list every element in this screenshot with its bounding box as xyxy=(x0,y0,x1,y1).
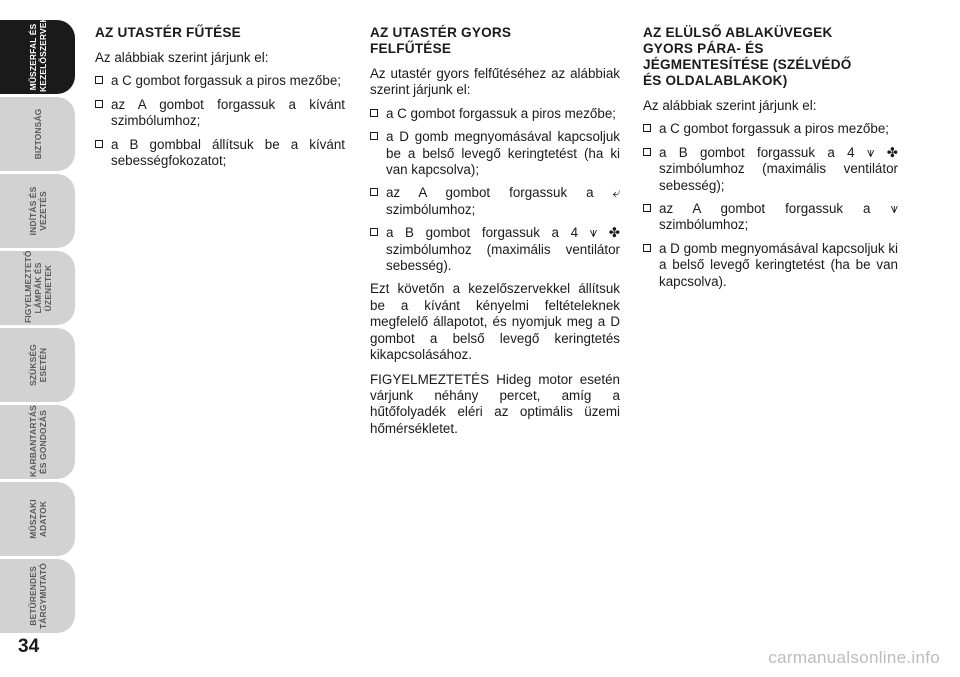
tab-label: SZÜKSÉG ESETÉN xyxy=(27,344,48,386)
tab-biztonsag[interactable] xyxy=(0,97,75,171)
tab-label: MŰSZAKI ADATOK xyxy=(27,499,48,539)
list-item: az A gombot forgassuk a ⩛ szimbólumhoz; xyxy=(643,201,898,234)
page-number: 34 xyxy=(18,636,40,657)
body-paragraph: Ezt követőn a kezelőszervekkel állítsuk be a kívánt kényelmi feltételeknek megfelelő állapotot, és nyomjuk meg a D gombot a belső levegő keringtetés kikapcsolásához. xyxy=(370,281,620,363)
list-item: a D gomb megnyomásával kapcsoljuk ki a belső levegő keringtetést (ha be van kapcsolva). xyxy=(643,241,898,290)
intro-text: Az utastér gyors felfűtéséhez az alábbiak szerint járjunk el: xyxy=(370,66,620,98)
list-item: a B gombot forgassuk a 4 ⩛ ✤ szimbólumhoz (maximális ventilátor sebesség). xyxy=(370,225,620,274)
tab-inditas[interactable] xyxy=(0,174,75,248)
tab-betrendes[interactable] xyxy=(0,559,75,633)
watermark-text: carmanualsonline.info xyxy=(768,648,940,667)
list-item: a C gombot forgassuk a piros mezőbe; xyxy=(370,106,620,122)
list-item: a C gombot forgassuk a piros mezőbe; xyxy=(643,121,898,137)
tab-muszaki[interactable] xyxy=(0,482,75,556)
section-title: AZ UTASTÉR GYORS FELFŰTÉSE xyxy=(370,25,512,56)
chapter-tabs xyxy=(0,16,75,636)
column-defrost xyxy=(643,25,898,297)
list-item: az A gombot forgassuk a kívánt szimbólumhoz; xyxy=(95,97,345,130)
list-item: a B gombbal állítsuk be a kívánt sebességfokozatot; xyxy=(95,137,345,170)
list-item: a B gombot forgassuk a 4 ⩛ ✤ szimbólumhoz (maximális ventilátor sebesség); xyxy=(643,145,898,194)
tab-szukseg[interactable] xyxy=(0,328,75,402)
list-item: a D gomb megnyomásával kapcsoljuk be a belső levegő keringtetést (ha ki van kapcsolva); xyxy=(370,129,620,178)
column-heating xyxy=(95,25,345,176)
list-item: a C gombot forgassuk a piros mezőbe; xyxy=(95,73,345,89)
section-title: AZ UTASTÉR FŰTÉSE xyxy=(95,25,241,40)
section-title: AZ ELÜLSŐ ABLAKÜVEGEK GYORS PÁRA- ÉS JÉGMENTESÍTÉSE (SZÉLVÉDŐ ÉS OLDALABLAKOK) xyxy=(643,25,852,88)
tab-label: FIGYELMEZTETŐ LÁMPÁK ÉS ÜZENETEK xyxy=(22,250,53,323)
tab-label: BETŰRENDES TÁRGYMUTATÓ xyxy=(27,563,48,629)
tab-karbantartas[interactable] xyxy=(0,405,75,479)
tab-label: BIZTONSÁG xyxy=(32,108,43,160)
tab-muszerfal[interactable] xyxy=(0,16,75,94)
tab-label: KARBANTARTÁS ÉS GONDOZÁS xyxy=(27,405,48,477)
tab-figyelmezteto[interactable] xyxy=(0,251,75,325)
tab-label: MŰSZERFAL ÉS KEZELŐSZERVEK xyxy=(27,16,48,92)
intro-text: Az alábbiak szerint járjunk el: xyxy=(643,98,817,113)
warning-text: FIGYELMEZTETÉS Hideg motor esetén várjunk néhány percet, amíg a hűtőfolyadék eléri az optimális üzemi hőmérsékletet. xyxy=(370,371,620,436)
column-fast-heating xyxy=(370,25,620,444)
intro-text: Az alábbiak szerint járjunk el: xyxy=(95,50,269,65)
tab-label: INDÍTÁS ÉS VEZETÉS xyxy=(27,186,48,236)
list-item: az A gombot forgassuk a ⤶ szimbólumhoz; xyxy=(370,185,620,218)
